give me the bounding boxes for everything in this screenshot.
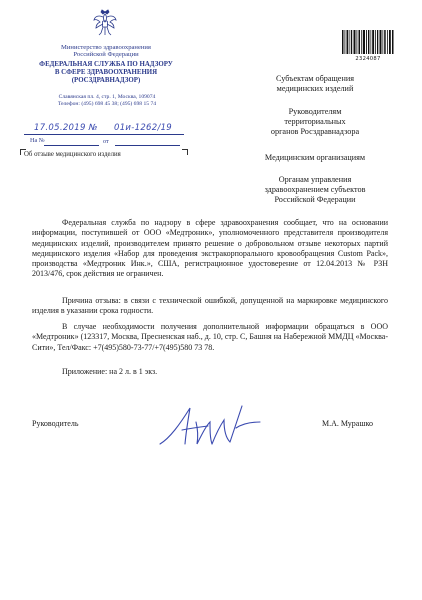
body-paragraph-3: В случае необходимости получения дополнительной информации обращаться в ООО «Медтроник» (123317, Москва, Пресненская наб., д. 10, стр. С, Башня на Набережной ММДЦ «Москва-Сити», Тел/Факс: +7(495)580-73-77/+7(495)580 73 78. — [32, 322, 388, 352]
handwritten-date: 17.05.2019 № — [34, 123, 98, 133]
addressee-territorial: Руководителям территориальных органов Росздравнадзора — [270, 107, 360, 136]
handwritten-signature — [152, 400, 272, 452]
addressee-health-authorities: Органам управления здравоохранением субъектов Российской Федерации — [264, 175, 366, 204]
signatory-title: Руководитель — [32, 419, 79, 428]
signatory-name: М.А. Мурашко — [322, 419, 373, 428]
body-paragraph-1: Федеральная служба по надзору в сфере здравоохранения сообщает, что на основании информации, поступившей от ООО «Медтроник», уполномоченного представителя производителя медицинских изделий, производителем принято решение о добровольном отзыве некоторых партий медицинского изделия «Набор для проведения экстракорпорального кровообращения Custom Pack», производства «Медтроник Инк.», США, регистрационное удостоверение от 12.04.2013 № РЗН 2013/476, срок действия не ограничен. — [32, 218, 388, 279]
attachment-note: Приложение: на 2 л. в 1 экз. — [62, 367, 158, 376]
addressee-subjects: Субъектам обращения медицинских изделий — [276, 74, 354, 93]
ministry-name: Министерство здравоохранения Российской Федерации — [61, 44, 151, 59]
ot-label: от — [103, 138, 109, 145]
handwritten-number: 01и-1262/19 — [114, 123, 173, 133]
agency-name: ФЕДЕРАЛЬНАЯ СЛУЖБА ПО НАДЗОРУ В СФЕРЕ ЗДРАВООХРАНЕНИЯ (РОСЗДРАВНАДЗОР) — [39, 61, 173, 84]
letter-subject: Об отзыве медицинского изделия — [24, 151, 121, 158]
reference-line — [30, 137, 180, 147]
na-label: На № — [30, 137, 45, 144]
agency-address: Славянская пл. 4, стр. 1, Москва, 109074 Телефон: (495) 698 45 38; (495) 698 15 74 — [57, 94, 157, 108]
registration-line — [24, 123, 184, 135]
addressee-medical-orgs: Медицинским организациям — [264, 153, 366, 162]
barcode-image — [342, 30, 394, 54]
body-paragraph-2: Причина отзыва: в связи с технической ошибкой, допущенной на маркировке медицинского изделия в указании срока годности. — [32, 296, 388, 316]
barcode-number: 2324087 — [355, 56, 381, 62]
coat-of-arms-emblem — [92, 8, 118, 38]
